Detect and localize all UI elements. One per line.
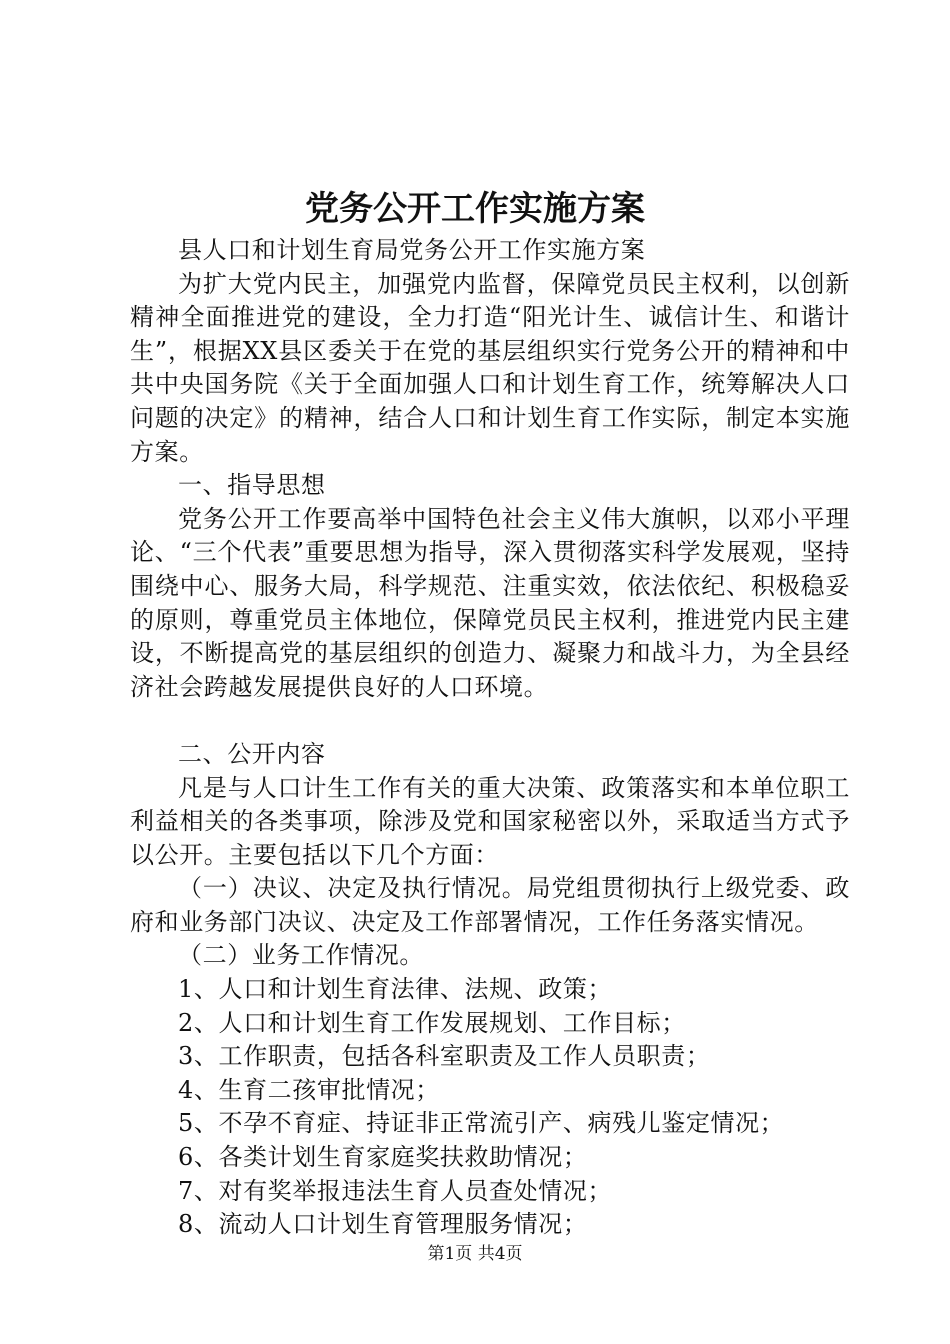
list-item: 5、不孕不育症、持证非正常流引产、病残儿鉴定情况； — [178, 1109, 785, 1138]
document-title: 党务公开工作实施方案 — [305, 189, 645, 229]
list-item: 6、各类计划生育家庭奖扶救助情况； — [178, 1143, 588, 1172]
list-item: 1、人口和计划生育法律、法规、政策； — [178, 975, 613, 1004]
subtitle-paragraph: 县人口和计划生育局党务公开工作实施方案 — [178, 236, 646, 264]
subsection-resolutions: （一）决议、决定及执行情况。局党组贯彻执行上级党委、政府和业务部门决议、决定及工作部署情况，工作任务落实情况。 — [130, 874, 850, 936]
subsection-business-work: （二）业务工作情况。 — [178, 941, 424, 970]
public-content-paragraph: 凡是与人口计生工作有关的重大决策、政策落实和本单位职工利益相关的各类事项，除涉及党和国家秘密以外，采取适当方式予以公开。主要包括以下几个方面： — [130, 773, 850, 869]
section-heading-guiding-ideology: 一、指导思想 — [178, 471, 326, 500]
document-body — [130, 234, 850, 1242]
section-heading-public-content: 二、公开内容 — [178, 739, 326, 768]
blank-line — [130, 704, 850, 738]
list-item: 8、流动人口计划生育管理服务情况； — [178, 1210, 588, 1239]
list-item: 3、工作职责，包括各科室职责及工作人员职责； — [178, 1042, 711, 1071]
list-item: 7、对有奖举报违法生育人员查处情况； — [178, 1176, 613, 1205]
list-item: 4、生育二孩审批情况； — [178, 1075, 440, 1104]
guiding-ideology-paragraph: 党务公开工作要高举中国特色社会主义伟大旗帜，以邓小平理论、“三个代表”重要思想为指导，深入贯彻落实科学发展观，坚持围绕中心、服务大局，科学规范、注重实效，依法依纪、积极稳妥的原则，尊重党员主体地位，保障党员民主权利，推进党内民主建设，不断提高党的基层组织的创造力、凝聚力和战斗力，为全县经济社会跨越发展提供良好的人口环境。 — [130, 504, 850, 701]
page-footer: 第1页 共4页 — [427, 1244, 523, 1264]
list-item: 2、人口和计划生育工作发展规划、工作目标； — [178, 1008, 686, 1037]
intro-paragraph: 为扩大党内民主，加强党内监督，保障党员民主权利，以创新精神全面推进党的建设，全力打造“阳光计生、诚信计生、和谐计生”，根据XX县区委关于在党的基层组织实行党务公开的精神和中共中央国务院《关于全面加强人口和计划生育工作，统筹解决人口问题的决定》的精神，结合人口和计划生育工作实际，制定本实施方案。 — [130, 269, 850, 466]
